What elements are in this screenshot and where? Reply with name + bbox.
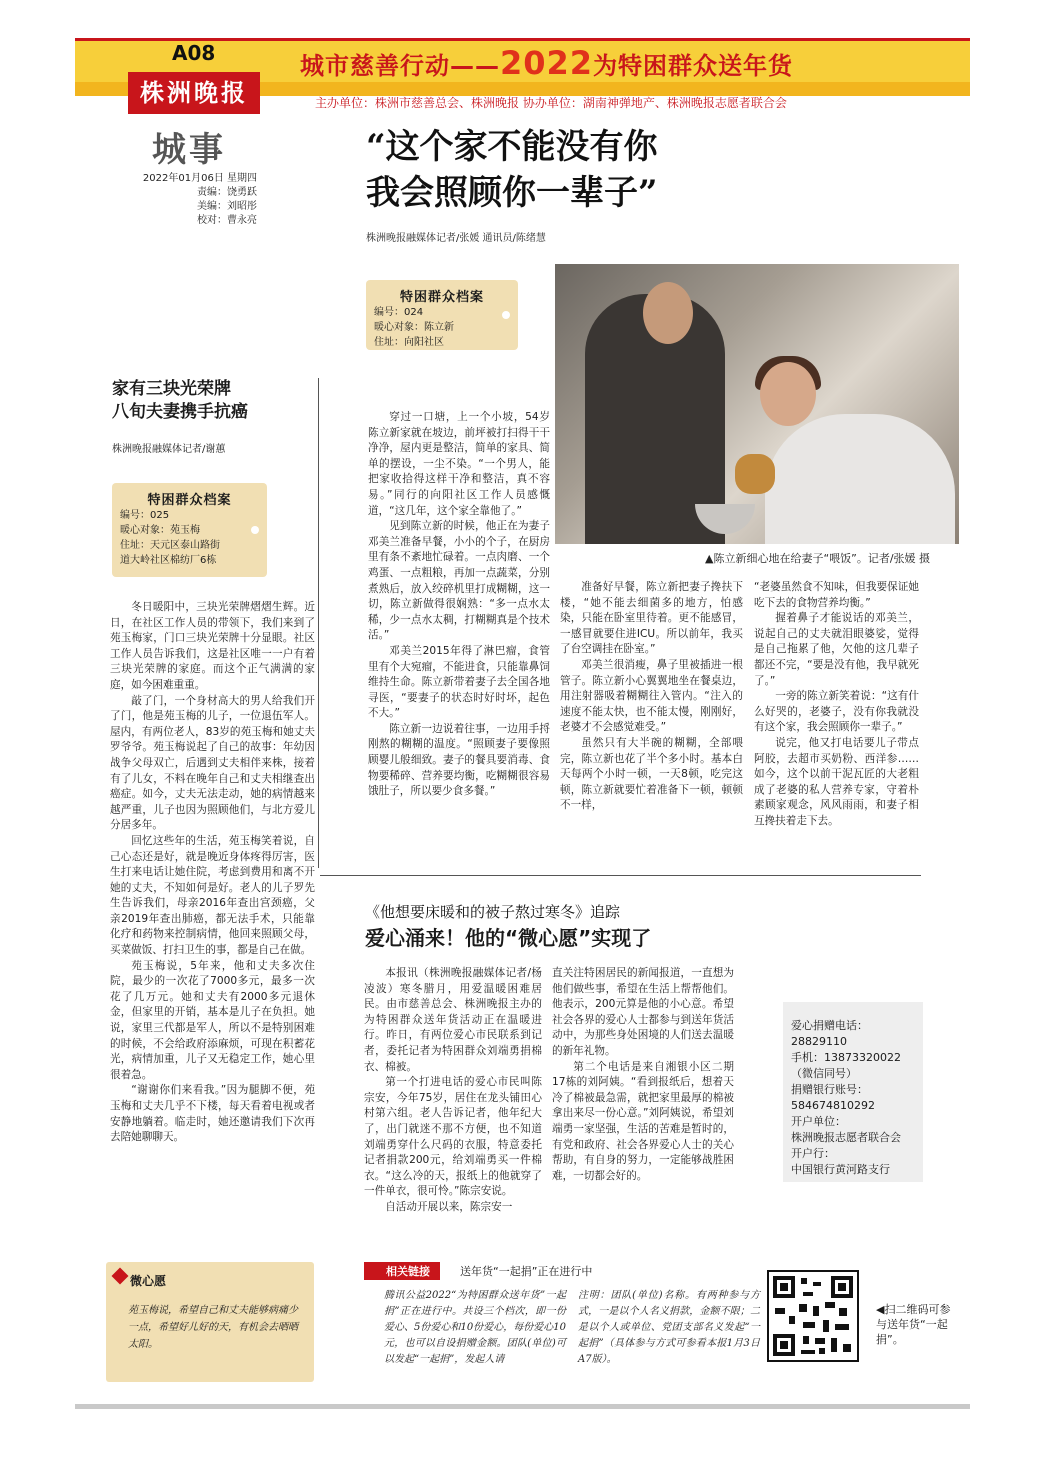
donate-line: 手机：13873320022 [791,1051,901,1064]
pen-icon [112,1268,129,1285]
tag-address-cont: 道大岭社区棉纺厂6栋 [120,555,217,566]
tag-address: 住址：天元区泰山路街 [120,540,220,551]
story1-archive-tag [366,280,518,350]
story3-headline: 爱心涌来！他的“微心愿”实现了 [365,926,652,950]
tag-address: 住址：向阳社区 [374,337,444,348]
paragraph: 回忆这些年的生活，苑玉梅笑着说，自己心态还是好，就是晚近身体疼得厉害，医生打来电话让她住院，考虑到费用和离不开她的丈夫，不知如何是好。老人的儿子罗先生告诉我们，母亲2016年查出宫颈癌，父亲2019年查出肺癌，都无法手术，只能靠化疗和药物来控制病情，他回来照顾父母，买菜做饭、打扫卫生的事，都是自己在做。 [110,834,315,957]
tag-target: 暖心对象：苑玉梅 [120,525,200,536]
paragraph: 准备好早餐，陈立新把妻子搀扶下楼，“她不能去细菌多的地方，怕感染，只能在卧室里待着。更不能感冒，一感冒就要住进ICU。所以前年，我买了台空调挂在卧室。” [560,581,743,656]
paragraph: 敲了门，一个身材高大的男人给我们开了门，他是苑玉梅的儿子，一位退伍军人。屋内，有两位老人，83岁的苑玉梅和她丈夫罗爷爷。苑玉梅说起了自己的故事：年幼因战争父母双亡，后遇到丈夫相伴来株，接着有了儿女，不料在晚年自己和丈夫相继查出癌症。如今，丈夫无法走动，她的病情越来越严重，儿子也因为照顾他们，与北方爱儿分居多年。 [110,694,315,832]
story1-column-1 [368,410,550,800]
donate-line: 中国银行黄河路支行 [791,1163,890,1176]
story1-column-3 [754,580,919,830]
paragraph: “谢谢你们来看我。”因为腿脚不便，苑玉梅和丈夫几乎不下楼，每天看着电视或者安静地躺着。临走时，她还邀请我们下次再去陪她聊聊天。 [110,1084,315,1144]
donate-line: 开户行： [791,1147,835,1160]
story2-byline: 株洲晚报融媒体记者/谢蕙 [112,444,226,455]
tag-number: 编号：025 [120,510,170,521]
bottom-rule [75,1404,970,1409]
tag-title: 特困群众档案 [399,290,484,305]
story1-headline [366,124,658,216]
paragraph: 虽然只有大半碗的糊糊，全部喂完，陈立新也花了半个多小时。基本白天每两个小时一顿，一天8顿，吃完这顿，陈立新就要忙着准备下一顿，顿顿不一样， [560,736,743,812]
donate-line: （微信同号） [791,1067,857,1080]
campaign-title [300,44,793,82]
paragraph: 邓美兰很消瘦，鼻子里被插进一根管子。陈立新小心翼翼地坐在餐桌边，用注射器吸着糊糊往入管内。“注入的速度不能太快，也不能太慢，刚刚好，老婆才不会感觉难受。” [560,658,743,734]
donation-info-box [783,1002,923,1182]
story2-headline-line2: 八旬夫妻携手抗癌 [112,402,248,422]
related-link-header [364,1262,764,1280]
donate-line: 捐赠银行账号： [791,1083,868,1096]
paragraph: 陈立新一边说着往事，一边用手捋刚熬的糊糊的温度。“照顾妻子要像照顾婴儿般细致。妻子的餐具要消毒、食物要稀碎、营养要均衡，吃糊糊很容易饿肚子，所以要少食多餐。” [368,722,550,798]
qr-code-icon[interactable] [767,1270,859,1362]
paragraph: 见到陈立新的时候，他正在为妻子邓美兰准备早餐，小小的个子，在厨房里有条不紊地忙碌着。一点肉磨、一个鸡蛋、一点粗粮，再加一点蔬菜，分别煮熟后，放入绞碎机里打成糊糊，这一切，陈立新做得很娴熟：“多一点水太稀，少一点水太稠，打糊糊真是个技术活。” [368,520,550,642]
campaign-title-b: 为特困群众送年货 [593,52,794,80]
column-divider [318,378,319,868]
paragraph: 第一个打进电话的爱心市民叫陈宗安，今年75岁，居住在龙头铺田心村第六组。老人告诉记者，他年纪大了，出门就迷不那不方便，也不知道刘端勇穿什么尺码的衣服，特意委托记者捐款200元，给刘端勇买一件棉衣。“这么冷的天，报纸上的他就穿了一件单衣，很可怜。”陈宗安说。 [364,1076,542,1198]
story2-body [110,600,315,1146]
section-title: 城事 [152,130,226,170]
issue-meta [132,172,257,228]
donate-line: 爱心捐赠电话： [791,1019,868,1032]
qr-instruction: ◀扫二维码可参与送年货“一起捐”。 [876,1303,951,1346]
paragraph: 第二个电话是来自湘银小区二期17栋的刘阿姨。“看到报纸后，想着天冷了棉被最急需，就把家里最厚的棉被拿出来尽一份心意。”刘阿姨说，希望刘端勇一家坚强，生活的苦难是暂时的，有党和政府、社会各界爱心人士的关心帮助，有自身的努力，一定能够战胜困难，一切都会好的。 [552,1060,734,1182]
tag-title: 特困群众档案 [147,493,232,508]
related-col-b: 注明：团队(单位)名称。有两种参与方式，一是以个人名义捐款，金额不限；二是以个人或单位、党团支部名义发起“一起捐”（具体参与方式可参看本报1月3日A7版）。 [578,1290,760,1365]
paragraph: 穿过一口塘，上一个小坡，54岁陈立新家就在坡边，前坪被打扫得干干净净，屋内更是整洁，简单的家具、简单的摆设，一尘不染。“一个男人，能把家收拾得这样干净和整洁，真不容易。”同行的向阳社区工作人员感慨道，“这几年，这个家全靠他了。” [368,411,550,517]
story3-kicker: 《他想要床暖和的被子熬过寒冬》追踪 [365,903,621,921]
newspaper-logo: 株洲晚报 [128,72,260,114]
section-divider [320,875,921,876]
story1-byline: 株洲晚报融媒体记者/张媛 通讯员/陈绪慧 [366,233,546,244]
story2-headline-line1: 家有三块光荣牌 [112,379,231,399]
donate-line: 28829110 [791,1035,847,1048]
related-link-body [384,1288,764,1368]
sponsors-line: 主办单位：株洲市慈善总会、株洲晚报 协办单位：湖南神弹地产、株洲晚报志愿者联合会 [315,96,787,110]
story2-archive-tag [112,483,267,577]
related-link-title: 送年货“一起捐”正在进行中 [460,1265,593,1278]
story1-headline-line2: 我会照顾你一辈子” [366,173,658,213]
wish-box [106,1262,314,1382]
wish-text: 苑玉梅说，希望自己和丈夫能够病痛少一点，希望好儿好的天，有机会去晒晒太阳。 [128,1305,298,1350]
tag-number: 编号：024 [374,307,424,318]
story1-headline-line1: “这个家不能没有你 [366,127,658,167]
campaign-year: 2022 [500,44,594,82]
proof-credit: 校对：曹永亮 [197,215,257,226]
campaign-title-a: 城市慈善行动—— [300,52,500,80]
related-link-label: 相关链接 [364,1262,440,1280]
paragraph: 邓美兰2015年得了淋巴瘤，食管里有个大宛瘤，不能进食，只能靠鼻饲维持生命。陈立新带着妻子去全国各地寻医，“要妻子的状态时好时坏，起色不大。” [368,644,550,720]
designer-credit: 美编：刘昭彤 [197,201,257,212]
paragraph: 冬日暖阳中，三块光荣牌熠熠生辉。近日，在社区工作人员的带领下，我们来到了苑玉梅家，门口三块光荣牌十分显眼。社区工作人员告诉我们，这是社区唯一一户有着三块光荣牌的家庭。而这个正气满满的家庭，如今困难重重。 [110,601,315,691]
issue-date: 2022年01月06日 星期四 [142,173,257,184]
paragraph: 本报讯（株洲晚报融媒体记者/杨凌波）寒冬腊月，用爱温暖困难居民。由市慈善总会、株洲晚报主办的为特困群众送年货活动正在温暖进行。昨日，有两位爱心市民联系到记者，委托记者为特困群众刘端勇捐棉衣、棉被。 [364,967,542,1073]
paragraph: 苑玉梅说，5年来，他和丈夫多次住院，最少的一次花了7000多元，最多一次花了几万元。她和丈夫有2000多元退休金，但家里的开销，基本是儿子在负担。她说，家里三代都是军人，所以不是特别困难的时候，不会给政府添麻烦，可现在积蓄花光，病情加重，儿子又无稳定工作，她心里很着急。 [110,959,315,1081]
story2-headline [112,378,248,424]
donate-line: 584674810292 [791,1099,875,1112]
story3-column-2 [552,966,734,1184]
paragraph: 自活动开展以来，陈宗安一 [385,1200,513,1213]
page-number: A08 [172,41,216,65]
paragraph: 握着鼻子才能说话的邓美兰，说起自己的丈夫就泪眼婆娑，觉得是自己拖累了他，欠他的这几辈子都还不完，“要是没有他，我早就死了。” [754,612,919,687]
donate-line: 开户单位： [791,1115,846,1128]
related-col-a: 腾讯公益2022“为特困群众送年货”一起捐”正在进行中。共设三个档次，即一份爱心、5份爱心和10份爱心，每份爱心10元，也可以自设捐赠金额。团队(单位)可以发起“一起捐”，发起人请 [384,1290,566,1365]
paragraph: 说完，他又打电话要儿子带点阿胶，去超市买奶粉、西洋参……如今，这个以前干泥瓦匠的大老粗成了老婆的私人营养专家，守着朴素顾家观念，风风雨雨，和妻子相互搀扶着走下去。 [754,736,919,827]
tag-target: 暖心对象：陈立新 [374,322,454,333]
paragraph: 直关注特困居民的新闻报道，一直想为他们做些事，希望在生活上帮帮他们。他表示，200元算是他的小心意。希望社会各界的爱心人士都参与到送年货活动中，为那些身处困境的人们送去温暖的新年礼物。 [552,967,734,1057]
photo-caption: ▲陈立新细心地在给妻子“喂饭”。记者/张媛 摄 [705,552,931,565]
editor-credit: 责编：饶勇跃 [197,187,257,198]
paragraph: 一旁的陈立新笑着说：“这有什么好哭的，老婆子，没有你我就没有这个家，我会照顾你一辈子。” [754,690,919,734]
story1-column-2 [560,580,743,814]
wish-title: 微心愿 [130,1274,167,1288]
story3-column-1 [364,966,542,1216]
donate-line: 株洲晚报志愿者联合会 [791,1131,901,1144]
feeding-photo [555,264,959,544]
paragraph: “老婆虽然食不知味，但我要保证她吃下去的食物营养均衡。” [754,581,919,609]
